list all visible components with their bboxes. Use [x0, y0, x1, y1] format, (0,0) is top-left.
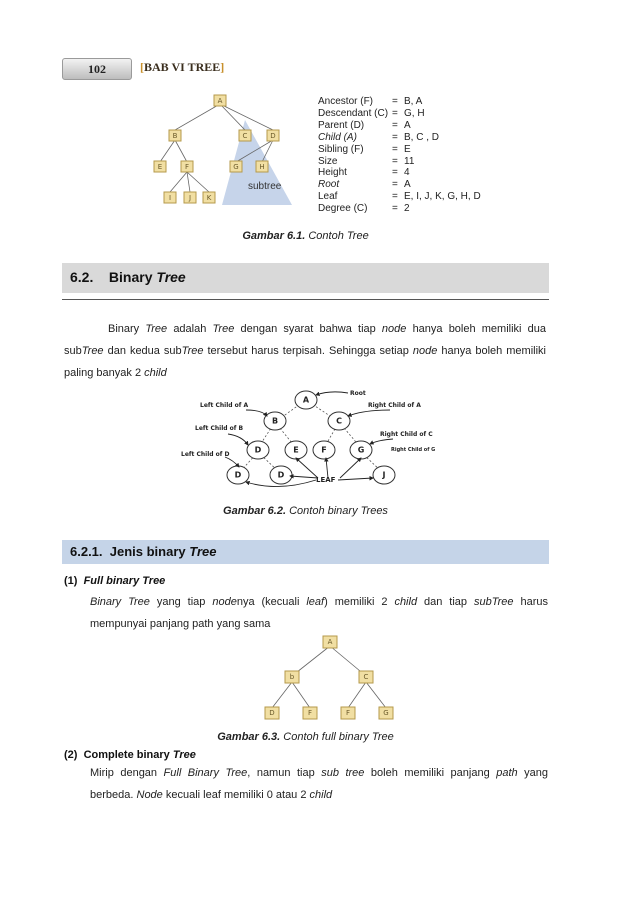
page-number: 102 — [88, 61, 106, 76]
complete-binary-tree-text: Mirip dengan Full Binary Tree, namun tiap sub tree boleh memiliki panjang path yang berbeda. Node kecuali leaf memiliki 0 atau 2 child — [90, 767, 548, 801]
tree-properties — [318, 96, 481, 215]
subsection-heading-bar — [62, 540, 549, 564]
left-child-b-label: Left Child of B — [195, 425, 244, 432]
svg-text:G: G — [233, 163, 239, 171]
right-child-g-label: Right Child of G — [391, 447, 436, 453]
tree-figure-3 — [260, 632, 400, 724]
property-row: Height = 4 — [318, 167, 410, 179]
tree1-node-d — [267, 130, 279, 141]
subsection-title: 6.2.1. Jenis binary Tree — [70, 544, 217, 559]
svg-text:F: F — [307, 709, 313, 717]
svg-text:A: A — [327, 638, 333, 646]
tree3-node-d — [265, 707, 279, 719]
svg-text:D: D — [254, 445, 262, 455]
tree3-node-c — [359, 671, 373, 683]
svg-text:G: G — [357, 445, 365, 455]
svg-text:D: D — [270, 132, 276, 140]
svg-text:C: C — [363, 673, 369, 681]
chapter-title: [BAB VI TREE] — [140, 60, 225, 74]
property-row: Size = 11 — [318, 155, 415, 167]
svg-text:E: E — [293, 445, 299, 455]
leaf-label: LEAF — [316, 476, 336, 484]
complete-binary-tree-heading: (2) Complete binary Tree — [64, 749, 196, 761]
property-row: Leaf = E, I, J, K, G, H, D — [318, 191, 481, 203]
tree-figure-2 — [178, 386, 448, 494]
tree3-node-f1 — [303, 707, 317, 719]
tree1-node-b — [169, 130, 181, 141]
tree1-node-j — [184, 192, 196, 203]
right-child-c-label: Right Child of C — [380, 431, 433, 438]
svg-text:D: D — [234, 470, 242, 480]
svg-text:F: F — [345, 709, 351, 717]
property-row: Root = A — [318, 179, 411, 191]
svg-text:C: C — [242, 132, 248, 140]
tree-figure-1 — [150, 90, 300, 212]
subtree-label: subtree — [248, 181, 282, 192]
left-child-d-label: Left Child of D — [181, 451, 230, 458]
property-row: Descendant (C) = G, H — [318, 107, 425, 119]
svg-text:J: J — [188, 194, 192, 202]
svg-text:b: b — [289, 673, 295, 681]
tree1-node-k — [203, 192, 215, 203]
property-row: Ancestor (F) = B, A — [318, 96, 423, 107]
svg-text:F: F — [321, 445, 327, 455]
full-binary-tree-heading: (1) Full binary Tree — [64, 575, 166, 587]
tree3-node-g — [379, 707, 393, 719]
section-title: 6.2. Binary Tree — [70, 269, 186, 285]
tree3-node-b — [285, 671, 299, 683]
figure-1-caption: Gambar 6.1. Contoh Tree — [242, 230, 369, 242]
property-row: Sibling (F) = E — [318, 143, 411, 155]
binary-tree-definition: Binary Tree adalah Tree dengan syarat bahwa tiap node hanya boleh memiliki dua subTree dan kedua subTree tersebut harus terpisah. Sehingga setiap node hanya boleh memiliki paling banyak 2 child — [64, 323, 546, 379]
svg-text:D: D — [269, 709, 275, 717]
tree1-node-e — [154, 161, 166, 172]
section-heading-bar — [62, 263, 549, 293]
right-child-a-label: Right Child of A — [368, 402, 421, 409]
property-row: Degree (C) = 2 — [318, 203, 410, 215]
tree3-node-f2 — [341, 707, 355, 719]
svg-text:E: E — [157, 163, 163, 171]
figure-2-caption: Gambar 6.2. Contoh binary Trees — [223, 505, 388, 517]
full-binary-tree-text: Binary Tree yang tiap nodenya (kecuali leaf) memiliki 2 child dan tiap subTree harus mempunyai panjang path yang sama — [90, 596, 548, 630]
svg-text:J: J — [382, 470, 386, 480]
svg-text:G: G — [383, 709, 389, 717]
tree1-node-c — [239, 130, 251, 141]
svg-text:H: H — [259, 163, 265, 171]
root-label: Root — [350, 390, 366, 397]
property-row: Child (A) = B, C , D — [318, 131, 440, 143]
svg-text:B: B — [271, 416, 279, 426]
svg-text:C: C — [336, 416, 342, 426]
svg-text:B: B — [172, 132, 178, 140]
svg-text:D: D — [277, 470, 285, 480]
figure-3-caption: Gambar 6.3. Contoh full binary Tree — [217, 731, 394, 743]
section-divider — [62, 299, 549, 300]
tree3-node-a — [323, 636, 337, 648]
page-number-tab — [62, 58, 132, 80]
svg-text:I: I — [168, 194, 172, 202]
svg-text:A: A — [217, 97, 223, 105]
tree1-node-h — [256, 161, 268, 172]
svg-text:A: A — [302, 395, 310, 405]
left-child-a-label: Left Child of A — [200, 402, 249, 409]
tree1-node-i — [164, 192, 176, 203]
tree1-node-f — [181, 161, 193, 172]
property-row: Parent (D) = A — [318, 119, 411, 131]
svg-text:K: K — [206, 194, 212, 202]
tree1-node-a — [214, 95, 226, 106]
tree1-node-g — [230, 161, 242, 172]
svg-text:F: F — [184, 163, 190, 171]
